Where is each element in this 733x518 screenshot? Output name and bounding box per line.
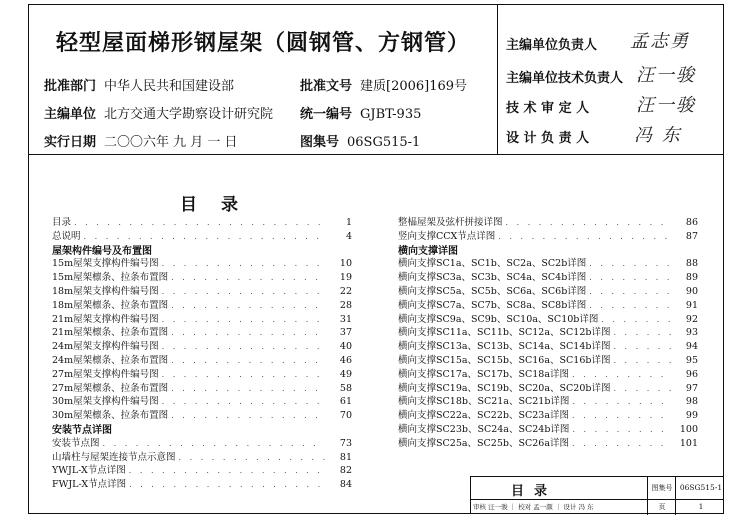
toc-entry[interactable] (398, 228, 698, 242)
toc-entry[interactable] (52, 352, 352, 366)
signature-2: 汪一骏 (636, 65, 696, 86)
title-block-signoff: 审核 汪一骏 ｜ 校对 孟一颜 ｜ 设计 冯 东 (473, 503, 594, 511)
toc-entry-page: 19 (339, 272, 352, 284)
toc-entry-page: 37 (339, 327, 352, 339)
toc-leader-dots (506, 218, 671, 227)
toc-entry[interactable] (52, 476, 352, 490)
toc-entry-title: 30m屋架支撑构件编号图 (52, 396, 159, 408)
toc-entry-page: 91 (685, 299, 698, 311)
toc-leader-dots (171, 384, 325, 393)
toc-entry-title: 21m屋架檩条、拉条布置图 (52, 327, 169, 339)
approval-dept-row (44, 75, 234, 94)
toc-entry-page: 46 (339, 354, 352, 366)
toc-entry-title: 15m屋架檩条、拉条布置图 (52, 272, 169, 284)
toc-leader-dots (613, 328, 671, 337)
toc-entry-title: 18m屋架支撑构件编号图 (52, 285, 159, 297)
toc-entry[interactable] (398, 380, 698, 394)
effective-date-value: 二〇〇六年 九 月 一 日 (104, 135, 238, 150)
atlas-no-row (300, 131, 420, 150)
toc-entry[interactable] (398, 255, 698, 269)
toc-leader-dots (129, 466, 325, 475)
toc-entry[interactable] (398, 366, 698, 380)
editor-unit-value: 北方交通大学勘察设计研究院 (104, 107, 274, 122)
toc-leader-dots (589, 301, 671, 310)
toc-entry-title: 横向支撑SC3a、SC3b、SC4a、SC4b详图 (398, 272, 587, 284)
signature-1: 孟志勇 (630, 31, 690, 52)
toc-entry-title: 整榀屋架及弦杆拼接详图 (398, 217, 503, 228)
toc-entry-page: 82 (339, 465, 352, 477)
toc-entry-page: 92 (685, 313, 698, 325)
header-divider (28, 154, 724, 155)
responsible-row-3 (506, 97, 589, 116)
toc-entry[interactable] (398, 297, 698, 311)
signature-4: 冯 东 (634, 125, 682, 146)
title-block-atlas-value: 06SG515-1 (675, 477, 726, 499)
toc-leader-dots (572, 411, 671, 420)
toc-entry-title: 横向支撑SC25a、SC25b、SC26a详图 (398, 437, 570, 449)
toc-leader-dots (572, 425, 671, 434)
toc-entry-title: 山墙柱与屋架连接节点示意图 (52, 451, 176, 463)
toc-entry-title: 总说明 (52, 230, 81, 242)
toc-entry[interactable] (52, 449, 352, 463)
title-block-name: 目录 (511, 484, 558, 499)
unified-no-label: 统一编号 (300, 107, 353, 122)
toc-leader-dots (84, 232, 325, 241)
toc-entry-title: 24m屋架支撑构件编号图 (52, 341, 159, 353)
toc-entry[interactable] (52, 228, 352, 242)
title-block-atlas-label: 图集号 (647, 477, 676, 499)
toc-entry[interactable] (52, 338, 352, 352)
toc-entry-title: 横向支撑SC11a、SC11b、SC12a、SC12b详图 (398, 327, 611, 339)
effective-date-label: 实行日期 (44, 135, 97, 150)
toc-entry[interactable] (52, 214, 352, 228)
toc-leader-dots (162, 397, 325, 406)
toc-entry-title: 横向支撑SC5a、SC5b、SC6a、SC6b详图 (398, 285, 587, 297)
toc-entry[interactable] (52, 311, 352, 325)
toc-leader-dots (74, 218, 325, 227)
toc-entry-page: 87 (685, 230, 698, 242)
toc-leader-dots (589, 287, 671, 296)
toc-entry-page: 84 (339, 479, 352, 491)
toc-leader-dots (572, 397, 671, 406)
toc-entry[interactable] (398, 421, 698, 435)
toc-leader-dots (162, 342, 325, 351)
toc-entry-page: 100 (679, 423, 698, 435)
toc-entry[interactable] (398, 338, 698, 352)
toc-entry[interactable] (398, 324, 698, 338)
toc-entry-page: 40 (339, 341, 352, 353)
title-block (470, 476, 724, 514)
toc-entry-page: 4 (345, 230, 352, 242)
toc-leader-dots (589, 259, 671, 268)
toc-entry-page: 97 (685, 382, 698, 394)
toc-entry-page: 10 (339, 258, 352, 270)
toc-entry-title: YWJL-X节点详图 (52, 465, 126, 477)
toc-entry[interactable] (398, 393, 698, 407)
toc-entry[interactable] (52, 255, 352, 269)
toc-leader-dots (572, 439, 671, 448)
toc-leader-dots (613, 342, 671, 351)
responsible-row-1 (506, 34, 597, 53)
unified-no-row (300, 103, 421, 122)
toc-leader-dots (162, 259, 325, 268)
title-block-page-value: 1 (675, 499, 726, 515)
toc-entry-page: 96 (685, 368, 698, 380)
toc-leader-dots (601, 315, 671, 324)
toc-leader-dots (171, 328, 325, 337)
toc-entry-title: 24m屋架檩条、拉条布置图 (52, 354, 169, 366)
toc-section-heading: 横向支撑详图 (398, 245, 458, 257)
toc-entry-page: 28 (339, 299, 352, 311)
document-title: 轻型屋面梯形钢屋架（圆钢管、方钢管） (56, 30, 471, 56)
toc-entry-title: FWJL-X节点详图 (52, 479, 127, 491)
toc-entry[interactable] (52, 462, 352, 476)
toc-entry-page: 1 (345, 217, 352, 228)
toc-entry-title: 横向支撑SC15a、SC15b、SC16a、SC16b详图 (398, 354, 611, 366)
toc-entry-title: 30m屋架檩条、拉条布置图 (52, 410, 169, 422)
atlas-no-value: 06SG515-1 (347, 135, 421, 150)
toc-entry[interactable] (52, 283, 352, 297)
toc-leader-dots (162, 287, 325, 296)
toc-entry[interactable] (398, 352, 698, 366)
approval-doc-value: 建质[2006]169号 (360, 79, 468, 94)
toc-entry-page: 94 (685, 341, 698, 353)
toc-entry[interactable] (52, 380, 352, 394)
toc-entry-page: 99 (685, 410, 698, 422)
toc-entry[interactable] (52, 366, 352, 380)
atlas-no-label: 图集号 (300, 135, 340, 150)
toc-right-column (398, 214, 698, 449)
toc-entry-page: 101 (679, 437, 698, 449)
approval-dept-value: 中华人民共和国建设部 (104, 79, 235, 94)
toc-entry[interactable] (398, 407, 698, 421)
toc-entry-page: 95 (685, 354, 698, 366)
toc-entry-page: 81 (339, 451, 352, 463)
toc-leader-dots (171, 411, 325, 420)
toc-entry[interactable] (52, 435, 352, 449)
toc-entry[interactable] (52, 407, 352, 421)
responsible-label: 设 计 负 责 人 (506, 131, 590, 146)
toc-leader-dots (572, 370, 671, 379)
toc-entry-title: 18m屋架檩条、拉条布置图 (52, 299, 169, 311)
toc-entry[interactable] (52, 324, 352, 338)
toc-entry-page: 49 (339, 368, 352, 380)
toc-entry[interactable] (398, 311, 698, 325)
toc-entry-page: 89 (685, 272, 698, 284)
toc-entry-page: 86 (685, 217, 698, 228)
toc-entry[interactable] (398, 283, 698, 297)
toc-entry[interactable] (398, 214, 698, 228)
toc-entry-title: 横向支撑SC23b、SC24a、SC24b详图 (398, 423, 570, 435)
toc-entry-title: 横向支撑SC13a、SC13b、SC14a、SC14b详图 (398, 341, 611, 353)
toc-entry-title: 竖向支撑CCX节点详图 (398, 230, 496, 242)
toc-entry-title: 横向支撑SC19a、SC19b、SC20a、SC20b详图 (398, 382, 611, 394)
toc-entry-page: 58 (339, 382, 352, 394)
toc-left-column (52, 214, 352, 490)
toc-entry-page: 90 (685, 285, 698, 297)
toc-leader-dots (498, 232, 671, 241)
editor-unit-row (44, 103, 273, 122)
editor-unit-label: 主编单位 (44, 107, 97, 122)
toc-leader-dots (162, 370, 325, 379)
toc-entry[interactable] (52, 269, 352, 283)
toc-entry-title: 横向支撑SC1a、SC1b、SC2a、SC2b详图 (398, 258, 587, 270)
toc-leader-dots (589, 273, 671, 282)
toc-leader-dots (613, 384, 671, 393)
toc-leader-dots (171, 301, 325, 310)
toc-entry-title: 横向支撑SC7a、SC7b、SC8a、SC8b详图 (398, 299, 587, 311)
toc-entry-page: 61 (339, 396, 352, 408)
unified-no-value: GJBT-935 (360, 107, 422, 122)
toc-entry-title: 15m屋架支撑构件编号图 (52, 258, 159, 270)
toc-entry-page: 88 (685, 258, 698, 270)
responsible-label: 技 术 审 定 人 (506, 101, 590, 116)
toc-entry[interactable] (398, 435, 698, 449)
effective-date-row (44, 131, 238, 150)
toc-entry-title: 横向支撑SC22a、SC22b、SC23a详图 (398, 410, 570, 422)
toc-entry[interactable] (52, 297, 352, 311)
toc-leader-dots (162, 315, 325, 324)
toc-entry-page: 31 (339, 313, 352, 325)
toc-entry-page: 70 (339, 410, 352, 422)
toc-leader-dots (179, 453, 325, 462)
toc-entry-title: 27m屋架支撑构件编号图 (52, 368, 159, 380)
responsible-label: 主编单位技术负责人 (506, 71, 624, 86)
toc-section-heading: 屋架构件编号及布置图 (52, 245, 152, 257)
signature-3: 汪一骏 (636, 95, 696, 116)
toc-entry[interactable] (52, 393, 352, 407)
toc-leader-dots (171, 356, 325, 365)
toc-leader-dots (129, 480, 325, 489)
toc-entry-title: 横向支撑SC18b、SC21a、SC21b详图 (398, 396, 570, 408)
title-block-page-label: 页 (647, 499, 676, 515)
toc-entry[interactable] (398, 269, 698, 283)
toc-entry-title: 21m屋架支撑构件编号图 (52, 313, 159, 325)
approval-doc-label: 批准文号 (300, 79, 353, 94)
toc-entry-title: 目录 (52, 217, 72, 228)
responsible-label: 主编单位负责人 (506, 38, 598, 53)
approval-doc-row (300, 75, 467, 94)
toc-entry-title: 安装节点图 (52, 437, 100, 449)
toc-section-heading: 安装节点详图 (52, 424, 112, 436)
responsible-row-2 (506, 67, 623, 86)
toc-leader-dots (613, 356, 671, 365)
toc-entry-title: 27m屋架檩条、拉条布置图 (52, 382, 169, 394)
responsible-row-4 (506, 127, 589, 146)
toc-entry-page: 22 (339, 285, 352, 297)
toc-entry-title: 横向支撑SC17a、SC17b、SC18a详图 (398, 368, 570, 380)
approval-dept-label: 批准部门 (44, 79, 97, 94)
toc-entry-title: 横向支撑SC9a、SC9b、SC10a、SC10b详图 (398, 313, 599, 325)
toc-entry-page: 93 (685, 327, 698, 339)
toc-title: 目录 (180, 195, 262, 215)
toc-entry-page: 98 (685, 396, 698, 408)
toc-leader-dots (103, 439, 325, 448)
toc-leader-dots (171, 273, 325, 282)
toc-entry-page: 73 (339, 437, 352, 449)
